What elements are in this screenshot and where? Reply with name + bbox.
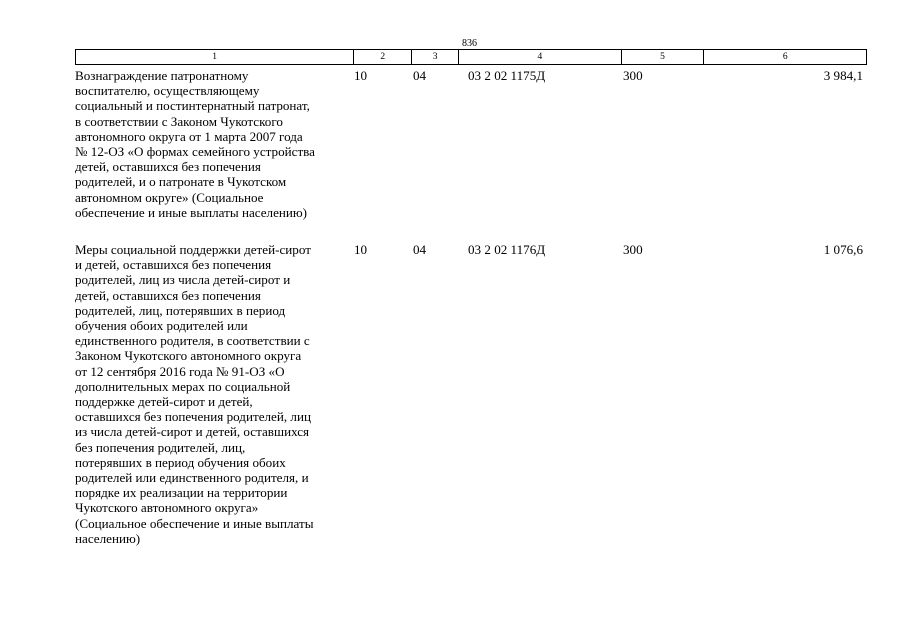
row-section: 10 <box>354 242 368 257</box>
row-target-code: 03 2 02 1176Д <box>468 242 546 257</box>
row-target-code: 03 2 02 1175Д <box>468 68 546 83</box>
row-description: Вознаграждение патронатному воспитателю, осуществляющему социальный и постинтернатный патронат, в соответствии с Законом Чукотского автономного округа от 1 марта 2007 года № 12-ОЗ «О формах семейного устройства детей, оставшихся без попечения родителей, и о патронате в Чукотском автономном округе» (Социальное обеспечение и иные выплаты населению) <box>75 68 315 220</box>
column-header-2: 2 <box>354 50 412 64</box>
column-header-4: 4 <box>459 50 622 64</box>
column-header-1: 1 <box>76 50 354 64</box>
page-number: 836 <box>462 38 477 49</box>
row-expense-type: 300 <box>623 242 643 257</box>
row-subsection: 04 <box>413 68 427 83</box>
column-header-3: 3 <box>412 50 459 64</box>
column-header-5: 5 <box>622 50 705 64</box>
row-amount: 3 984,1 <box>823 68 863 83</box>
row-amount: 1 076,6 <box>823 242 863 257</box>
row-subsection: 04 <box>413 242 427 257</box>
column-header-6: 6 <box>782 52 788 62</box>
row-section: 10 <box>354 68 368 83</box>
row-expense-type: 300 <box>623 68 643 83</box>
row-description: Меры социальной поддержки детей-сирот и детей, оставшихся без попечения родителей, лиц из числа детей-сирот и детей, оставшихся без попечения родителей, лиц, потерявших в период обучения обоих родителей или единственного родителя, в соответствии с Законом Чукотского автономного округа от 12 сентября 2016 года № 91-ОЗ «О дополнительных мерах по социальной поддержке детей-сирот и детей, оставшихся без попечения родителей, лиц из числа детей-сирот и детей, оставшихся без попечения родителей, лиц, потерявших в период обучения обоих родителей или единственного родителя, и порядке их реализации на территории Чукотского автономного округа» (Социальное обеспечение и иные выплаты населению) <box>75 242 314 546</box>
table-header-row <box>75 49 867 65</box>
